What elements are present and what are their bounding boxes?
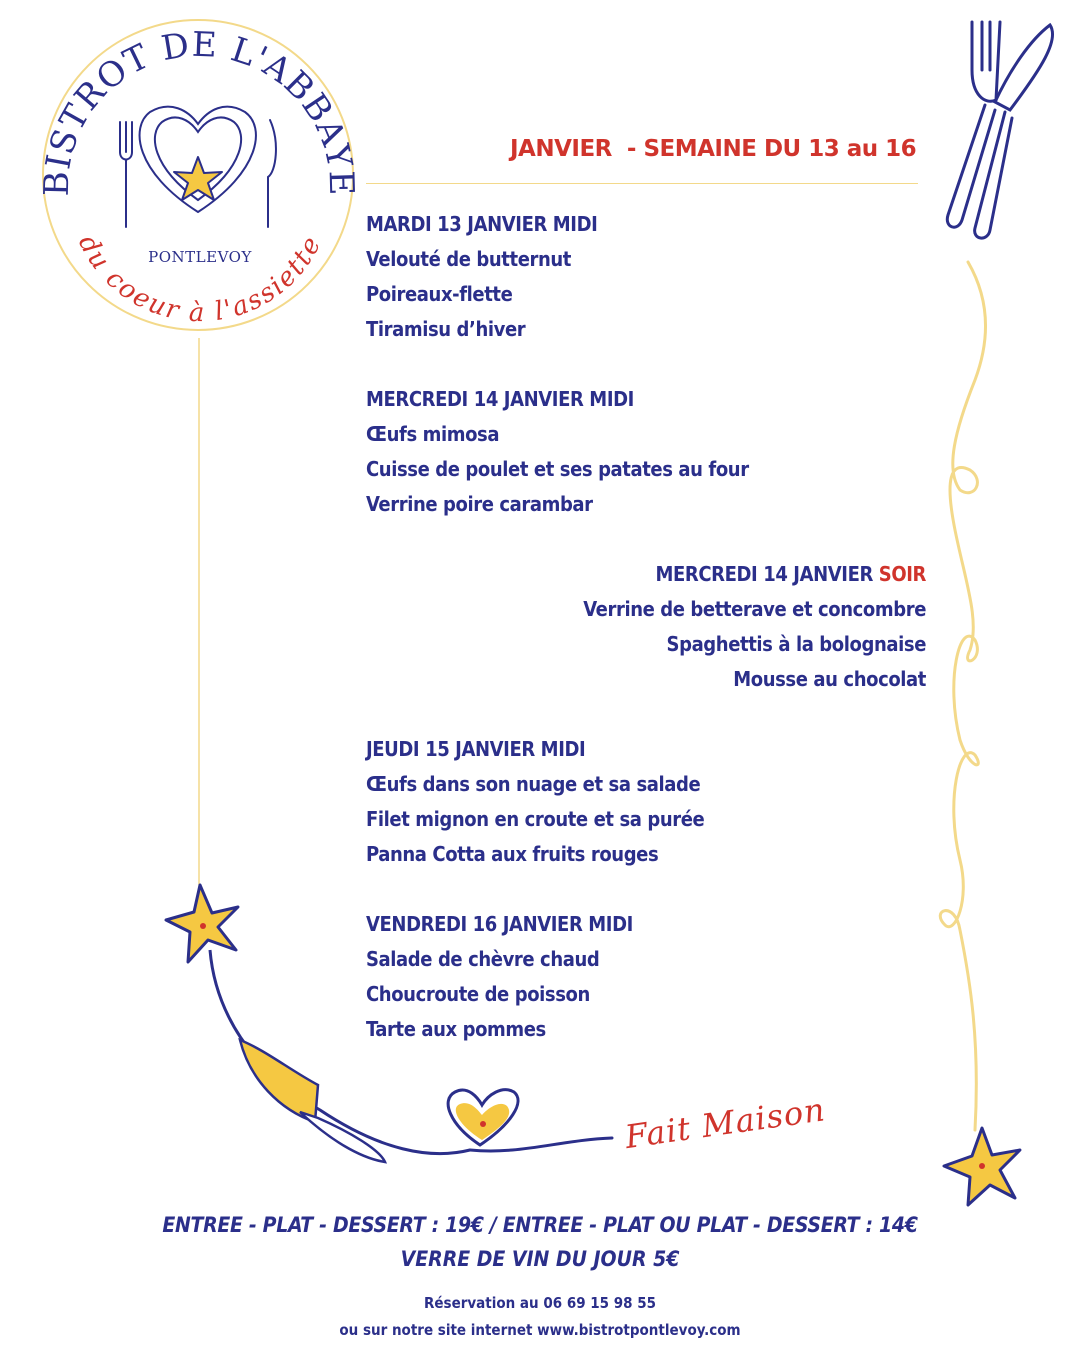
menu-day-jeudi: [366, 732, 966, 872]
dish-plat: Cuisse de poulet et ses patates au four: [366, 457, 749, 481]
day-title: MERCREDI 14 JANVIER MIDI: [366, 387, 634, 411]
fork-knife-icon: [947, 22, 1052, 238]
logo-brand-name: BISTROT DE L'ABBAYE: [36, 24, 362, 197]
wine-line: VERRE DE VIN DU JOUR 5€: [400, 1247, 680, 1271]
day-title: MARDI 13 JANVIER MIDI: [366, 212, 598, 236]
dish-plat: Filet mignon en croute et sa purée: [366, 807, 705, 831]
fait-maison-label: Fait Maison: [622, 1090, 828, 1156]
star-left-icon: [166, 885, 238, 962]
dish-dessert: Tiramisu d’hiver: [366, 317, 526, 341]
page-title: JANVIER - SEMAINE DU 13 au 16: [510, 136, 917, 162]
knife-blade: [240, 1040, 318, 1122]
dish-entree: Œufs mimosa: [366, 422, 500, 446]
day-title: [326, 557, 926, 592]
menu-day-mercredi-soir: [326, 557, 926, 697]
knife-handle: [300, 1112, 385, 1162]
star-right-icon: [944, 1128, 1020, 1205]
dish-plat: Poireaux-flette: [366, 282, 513, 306]
day-title-prefix: MERCREDI 14 JANVIER: [655, 562, 879, 586]
menu-day-mardi: [366, 207, 966, 347]
dish-entree: Salade de chèvre chaud: [366, 947, 600, 971]
menu-day-vendredi: [366, 907, 966, 1047]
dish-plat: Spaghettis à la bolognaise: [666, 632, 926, 656]
dish-entree: Velouté de butternut: [366, 247, 572, 271]
dish-dessert: Mousse au chocolat: [733, 667, 926, 691]
day-title: VENDREDI 16 JANVIER MIDI: [366, 912, 633, 936]
dish-dessert: Verrine poire carambar: [366, 492, 593, 516]
dish-entree: Œufs dans son nuage et sa salade: [366, 772, 701, 796]
reservation-phone: Réservation au 06 69 15 98 55: [423, 1294, 657, 1312]
dish-dessert: Tarte aux pommes: [366, 1017, 546, 1041]
logo-badge: [30, 12, 370, 342]
day-title: JEUDI 15 JANVIER MIDI: [366, 737, 586, 761]
dish-entree: Verrine de betterave et concombre: [583, 597, 926, 621]
dish-plat: Choucroute de poisson: [366, 982, 590, 1006]
heart-tail: [470, 1138, 612, 1151]
menu-day-mercredi-midi: [366, 382, 966, 522]
dish-dessert: Panna Cotta aux fruits rouges: [366, 842, 659, 866]
heart-bottom-icon: [448, 1090, 518, 1145]
header-divider: [366, 183, 918, 184]
logo-location: PONTLEVOY: [148, 248, 252, 266]
price-line: ENTREE - PLAT - DESSERT : 19€ / ENTREE - PLAT OU PLAT - DESSERT : 14€: [162, 1213, 918, 1237]
logo-tagline: du coeur à l'assiette: [71, 230, 329, 329]
day-title-soir: SOIR: [878, 562, 926, 586]
website-link[interactable]: ou sur notre site internet www.bistrotpontlevoy.com: [339, 1321, 741, 1339]
logo: [30, 12, 370, 342]
